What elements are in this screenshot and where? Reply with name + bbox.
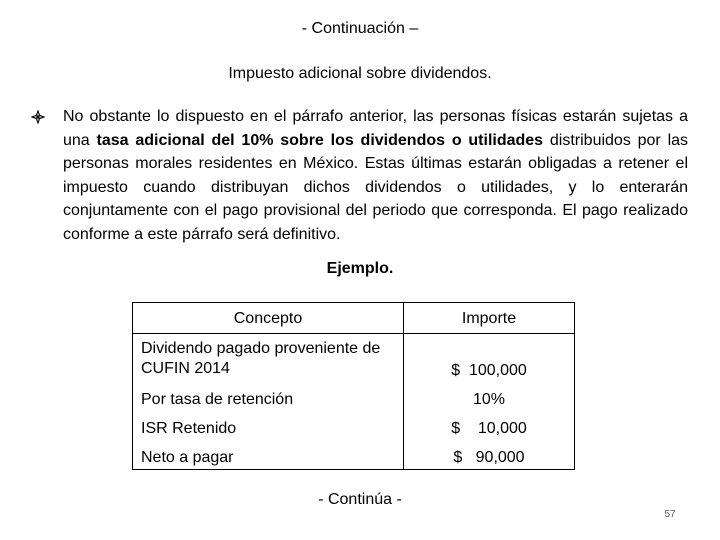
page-number: 57	[664, 509, 676, 520]
table-row-concept: Neto a pagar	[141, 449, 234, 466]
paragraph-text-end: distribuidos por las personas morales residentes en México. Estas últimas estarán obligadas a retener el impuesto cuando distribuyan dichos dividendos o utilidades, y lo enterarán conjuntamente con el pago provisional del periodo que corresponda. El pago realizado conforme a este párrafo será definitivo.	[63, 131, 689, 243]
table-row-amount: $ 90,000	[453, 449, 525, 466]
column-header-concept: Concepto	[233, 310, 303, 327]
paragraph-text-start: No obstante lo dispuesto en el párrafo anterior, las personas físicas estarán sujetas a una	[63, 108, 688, 149]
paragraph-emphasis: tasa adicional del 10% sobre los dividendos o utilidades	[96, 131, 544, 149]
continuation-header: - Continuación –	[301, 20, 419, 37]
body-paragraph	[63, 105, 688, 247]
example-title: Ejemplo.	[326, 260, 394, 277]
column-header-amount: Importe	[461, 310, 517, 327]
table-row-concept: ISR Retenido	[141, 420, 237, 437]
table-row-concept: Dividendo pagado proveniente de CUFIN 2014	[141, 340, 381, 377]
example-table	[132, 302, 575, 470]
table-header-rule	[133, 333, 574, 334]
table-row-amount: 10%	[472, 391, 506, 408]
table-row-concept: Por tasa de retención	[141, 391, 294, 408]
section-title: Impuesto adicional sobre dividendos.	[228, 65, 492, 82]
table-row-amount: $ 100,000	[451, 362, 527, 379]
table-row-amount: $ 10,000	[451, 420, 527, 437]
continues-footer: - Continúa -	[318, 491, 402, 508]
diamond-bullet-icon	[31, 110, 45, 124]
